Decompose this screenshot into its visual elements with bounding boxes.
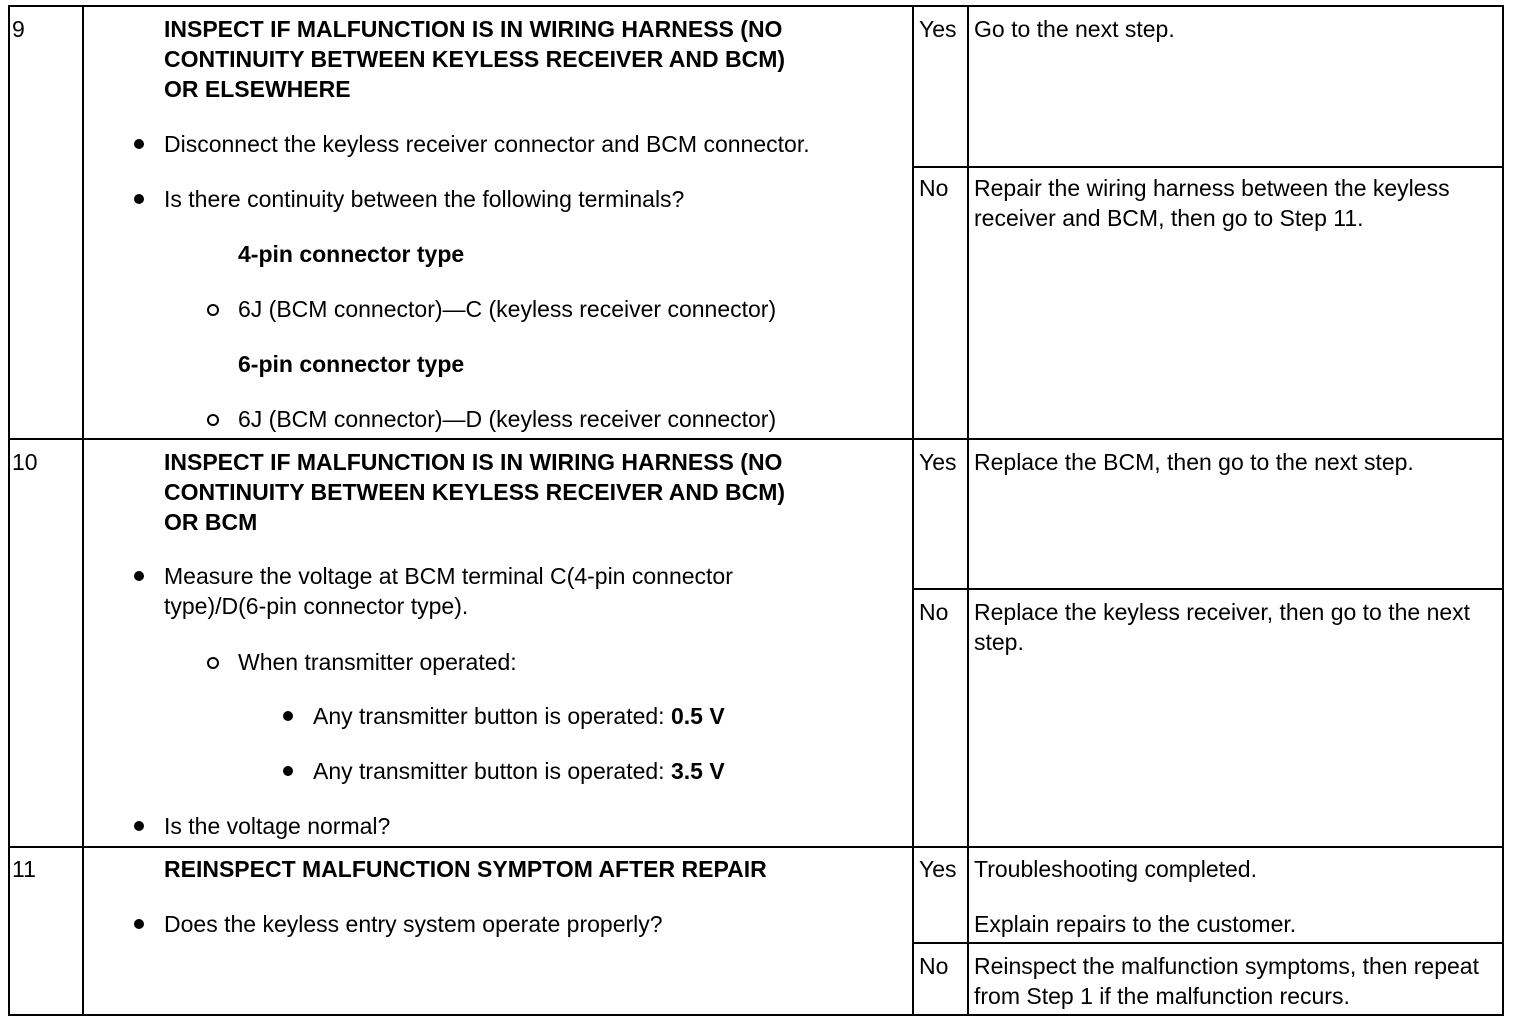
- yes-no-divider: [912, 942, 1504, 944]
- terminal-pair: 6J (BCM connector)—C (keyless receiver connector): [238, 296, 777, 322]
- yes-label: Yes: [919, 856, 957, 882]
- bullet-icon: [134, 821, 144, 831]
- bullet-text: Does the keyless entry system operate properly?: [164, 911, 663, 937]
- step-heading-line: CONTINUITY BETWEEN KEYLESS RECEIVER AND BCM): [164, 46, 786, 72]
- yes-no-divider: [912, 166, 1504, 168]
- voltage-reading: [313, 701, 725, 731]
- bullet-icon: [283, 711, 293, 721]
- step-heading-line: CONTINUITY BETWEEN KEYLESS RECEIVER AND BCM): [164, 479, 786, 505]
- bullet-text: Is the voltage normal?: [164, 813, 391, 839]
- bullet-icon: [134, 919, 144, 929]
- yes-action-secondary: Explain repairs to the customer.: [974, 911, 1297, 937]
- step-heading: REINSPECT MALFUNCTION SYMPTOM AFTER REPAIR: [164, 856, 767, 882]
- no-action: Replace the keyless receiver, then go to the next step.: [974, 599, 1471, 655]
- no-action: Reinspect the malfunction symptoms, then repeat from Step 1 if the malfunction recurs.: [974, 953, 1479, 1009]
- step-heading-line: INSPECT IF MALFUNCTION IS IN WIRING HARNESS (NO: [164, 16, 783, 42]
- bullet-icon: [134, 194, 144, 204]
- step-heading-line: OR ELSEWHERE: [164, 76, 351, 102]
- reading-value: 0.5 V: [670, 703, 725, 729]
- column-divider: [912, 5, 914, 1016]
- yes-label: Yes: [919, 449, 957, 475]
- reading-label: Any transmitter button is operated:: [313, 703, 671, 729]
- sub-bullet-icon: [207, 657, 219, 669]
- yes-label: Yes: [919, 16, 957, 42]
- reading-value: 3.5 V: [670, 758, 725, 784]
- yes-no-divider: [912, 588, 1504, 590]
- column-divider: [967, 5, 969, 1016]
- yes-action: Replace the BCM, then go to the next step.: [974, 449, 1414, 475]
- step-number: 11: [12, 856, 36, 882]
- yes-action: Go to the next step.: [974, 16, 1175, 42]
- step-number: 10: [12, 449, 38, 475]
- sub-item-text: When transmitter operated:: [238, 649, 517, 675]
- connector-type-title: 4-pin connector type: [238, 241, 465, 267]
- row-divider: [8, 846, 1504, 848]
- step-heading-line: INSPECT IF MALFUNCTION IS IN WIRING HARNESS (NO: [164, 449, 783, 475]
- step-heading-line: OR BCM: [164, 509, 258, 535]
- bullet-text: Is there continuity between the following terminals?: [164, 186, 685, 212]
- yes-action: Troubleshooting completed.: [974, 856, 1257, 882]
- no-label: No: [919, 953, 949, 979]
- bullet-icon: [134, 571, 144, 581]
- reading-label: Any transmitter button is operated:: [313, 758, 671, 784]
- bullet-text: Disconnect the keyless receiver connector and BCM connector.: [164, 131, 810, 157]
- voltage-reading: [313, 756, 725, 786]
- sub-bullet-icon: [207, 304, 219, 316]
- column-divider: [82, 5, 84, 1016]
- no-label: No: [919, 175, 949, 201]
- bullet-text: Measure the voltage at BCM terminal C(4-pin connector type)/D(6-pin connector type).: [164, 563, 733, 619]
- bullet-icon: [283, 766, 293, 776]
- sub-bullet-icon: [207, 414, 219, 426]
- bullet-icon: [134, 139, 144, 149]
- no-label: No: [919, 599, 949, 625]
- no-action: Repair the wiring harness between the keyless receiver and BCM, then go to Step 11.: [974, 175, 1450, 231]
- row-divider: [8, 438, 1504, 440]
- connector-type-title: 6-pin connector type: [238, 351, 465, 377]
- terminal-pair: 6J (BCM connector)—D (keyless receiver connector): [238, 406, 777, 432]
- step-number: 9: [12, 16, 25, 42]
